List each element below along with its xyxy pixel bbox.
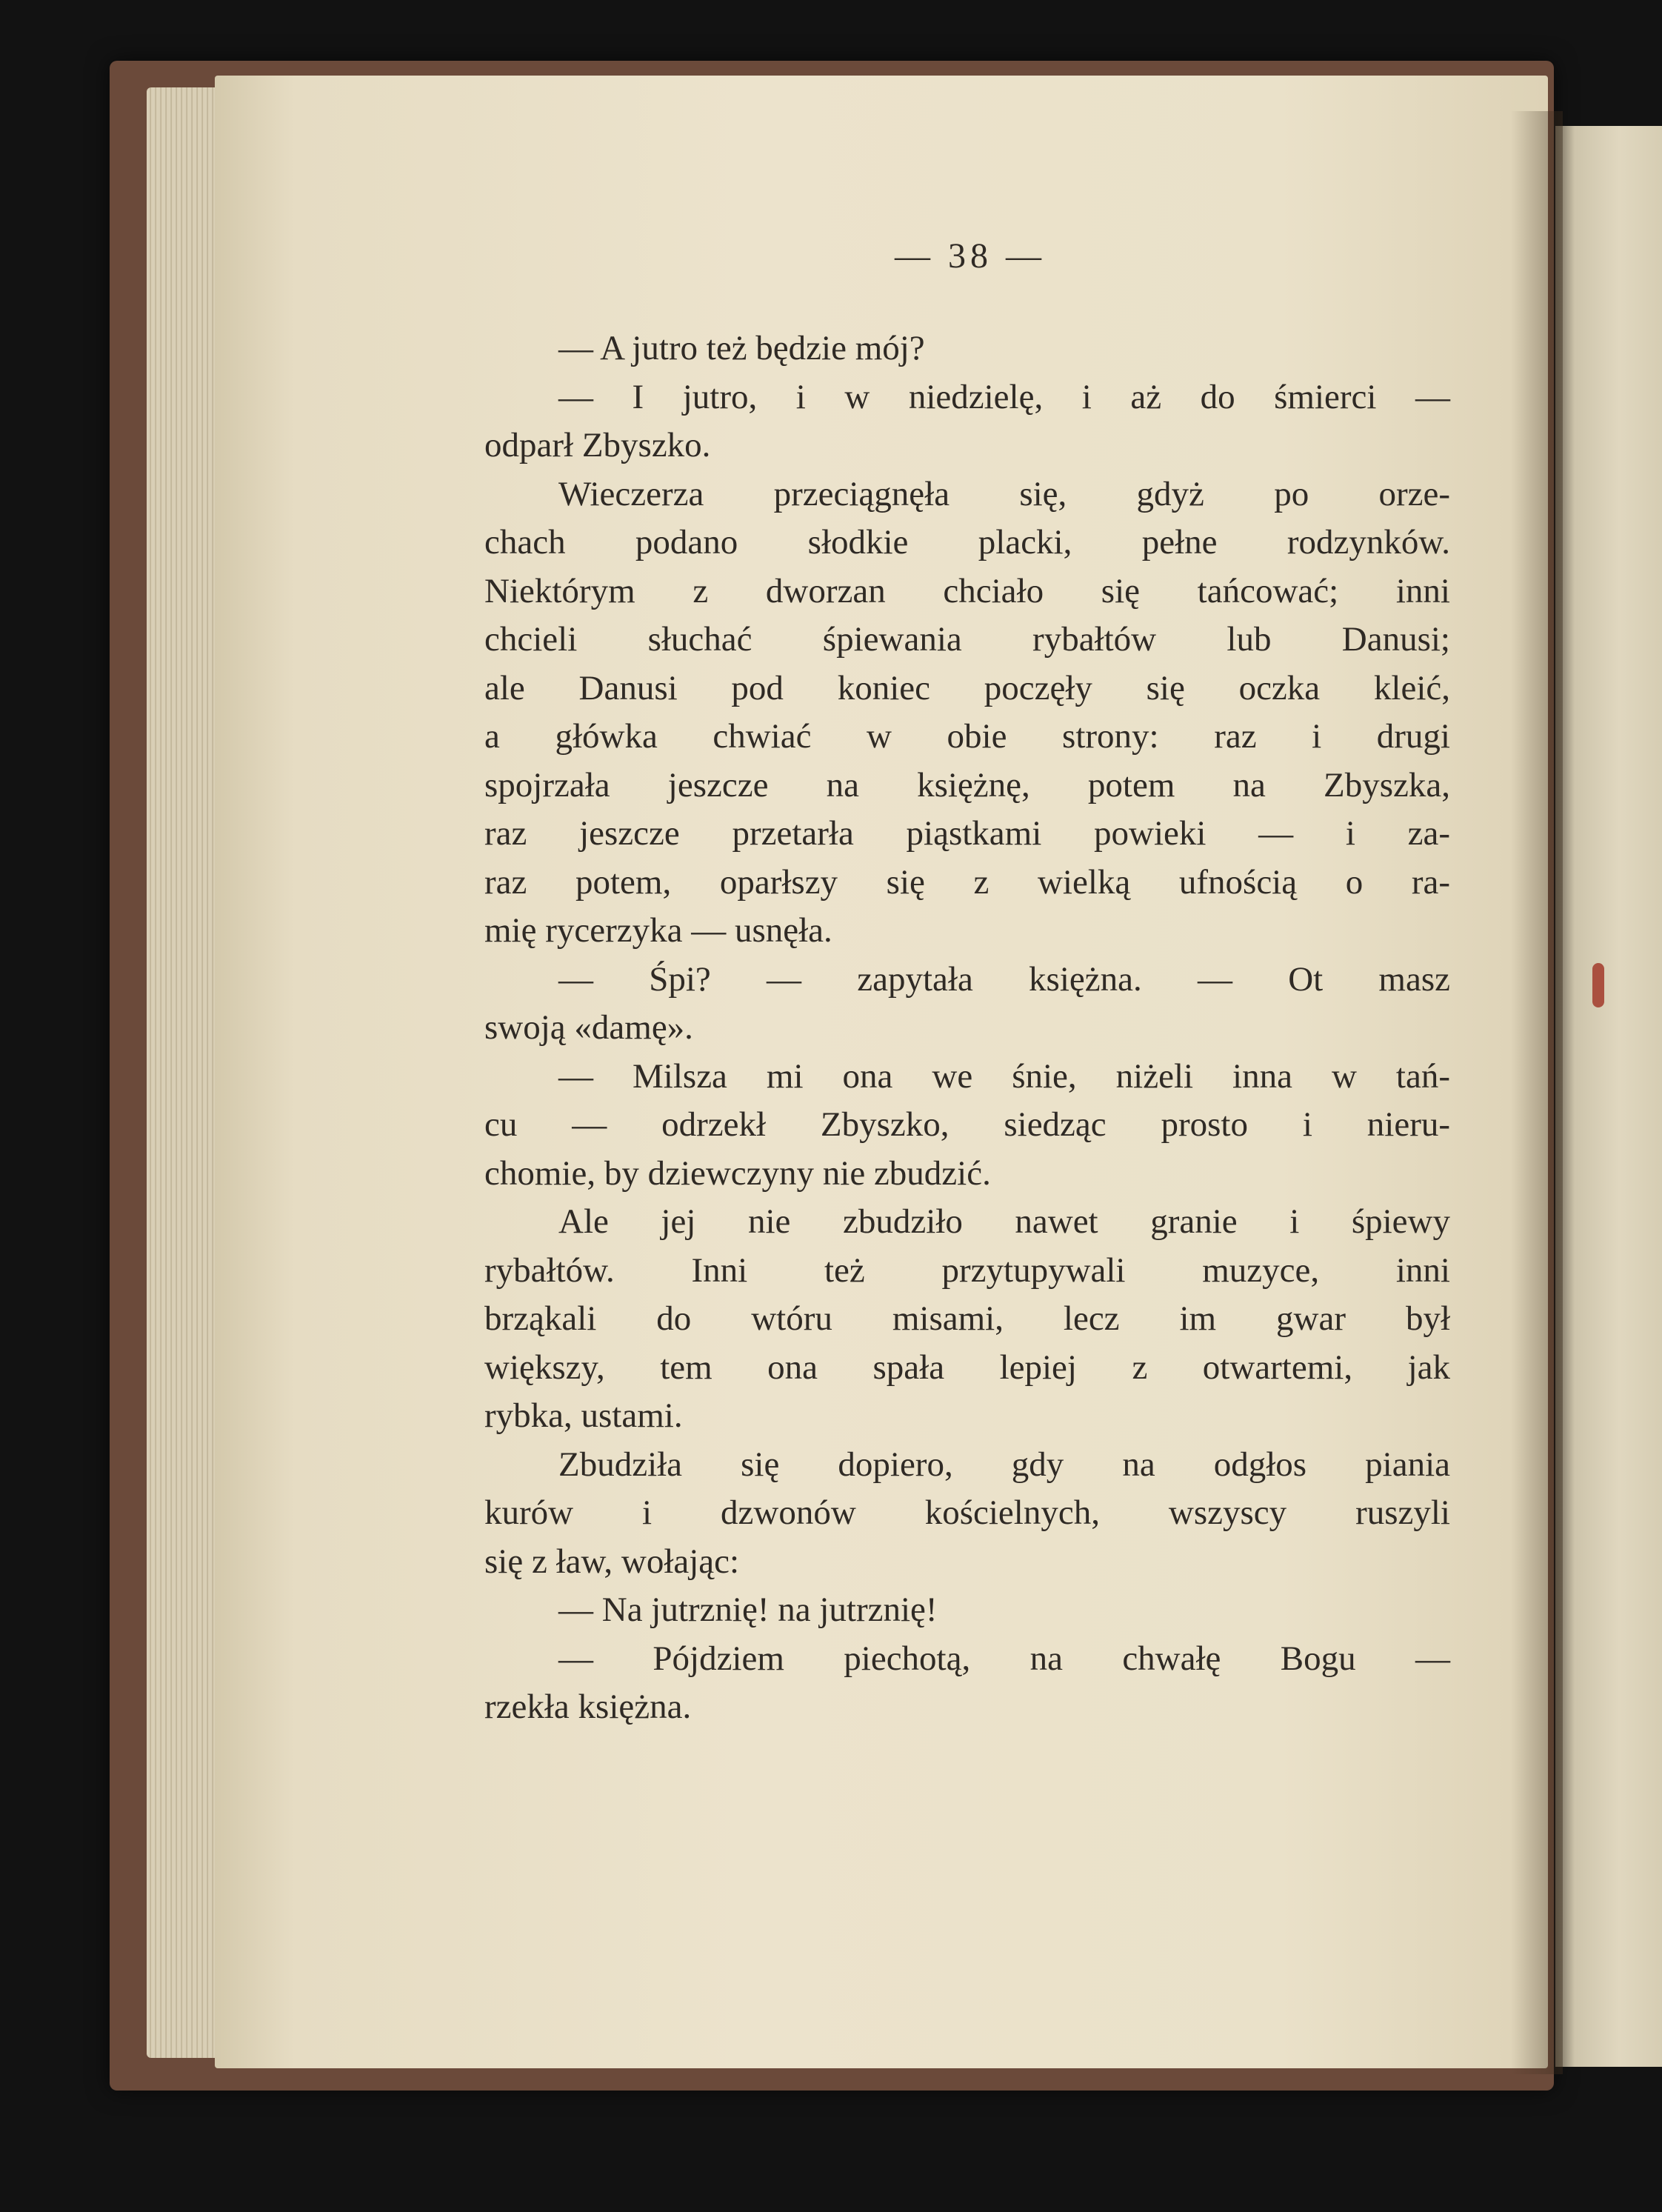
text-line: spojrzała jeszcze na księżnę, potem na Zbyszka, — [484, 765, 1450, 804]
text-line: Niektórym z dworzan chciało się tańcować; inni — [484, 571, 1450, 610]
text-line: ale Danusi pod koniec poczęły się oczka kleić, — [484, 668, 1450, 707]
text-line: — Śpi? — zapytała księżna. — Ot masz — [558, 959, 1450, 999]
text-line: brząkali do wtóru misami, lecz im gwar był — [484, 1299, 1450, 1338]
body-text — [484, 324, 1450, 1732]
text-line: — I jutro, i w niedzielę, i aż do śmierci — — [558, 377, 1450, 416]
text-line: — A jutro też będzie mój? — [558, 329, 925, 367]
facing-page-edge — [1555, 126, 1662, 2067]
text-line: — Pójdziem piechotą, na chwałę Bogu — — [558, 1639, 1450, 1678]
page-number: — 38 — — [895, 236, 1046, 276]
gutter-shadow — [1511, 111, 1563, 2074]
text-line: chomie, by dziewczyny nie zbudzić. — [484, 1153, 991, 1193]
text-line: się z ław, wołając: — [484, 1542, 740, 1581]
text-line: chach podano słodkie placki, pełne rodzynków. — [484, 523, 1450, 562]
text-line: większy, tem ona spała lepiej z otwartemi, jak — [484, 1347, 1450, 1387]
text-line: mię rycerzyka — usnęła. — [484, 911, 832, 950]
text-line: Wieczerza przeciągnęła się, gdyż po orze- — [558, 474, 1450, 513]
text-line: rybałtów. Inni też przytupywali muzyce, inni — [484, 1250, 1450, 1290]
text-line: swoją «damę». — [484, 1008, 693, 1047]
text-line: odparł Zbyszko. — [484, 426, 711, 464]
text-line: Ale jej nie zbudziło nawet granie i śpiewy — [558, 1202, 1450, 1241]
text-line: Zbudziła się dopiero, gdy na odgłos piania — [558, 1445, 1450, 1484]
text-line: raz jeszcze przetarła piąstkami powieki — i za- — [484, 814, 1450, 853]
text-line: — Na jutrznię! na jutrznię! — [558, 1590, 938, 1629]
text-line: raz potem, oparłszy się z wielką ufnością o ra- — [484, 862, 1450, 902]
text-line: rybka, ustami. — [484, 1396, 683, 1435]
text-line: chcieli słuchać śpiewania rybałtów lub Danusi; — [484, 620, 1450, 659]
text-line: a główka chwiać w obie strony: raz i drugi — [484, 717, 1450, 756]
text-line: rzekła księżna. — [484, 1688, 692, 1726]
text-line: kurów i dzwonów kościelnych, wszyscy ruszyli — [484, 1493, 1450, 1532]
text-line: — Milsza mi ona we śnie, niżeli inna w tań- — [558, 1056, 1450, 1096]
red-stain-mark — [1592, 963, 1604, 1007]
text-line: cu — odrzekł Zbyszko, siedząc prosto i nieru- — [484, 1105, 1450, 1144]
